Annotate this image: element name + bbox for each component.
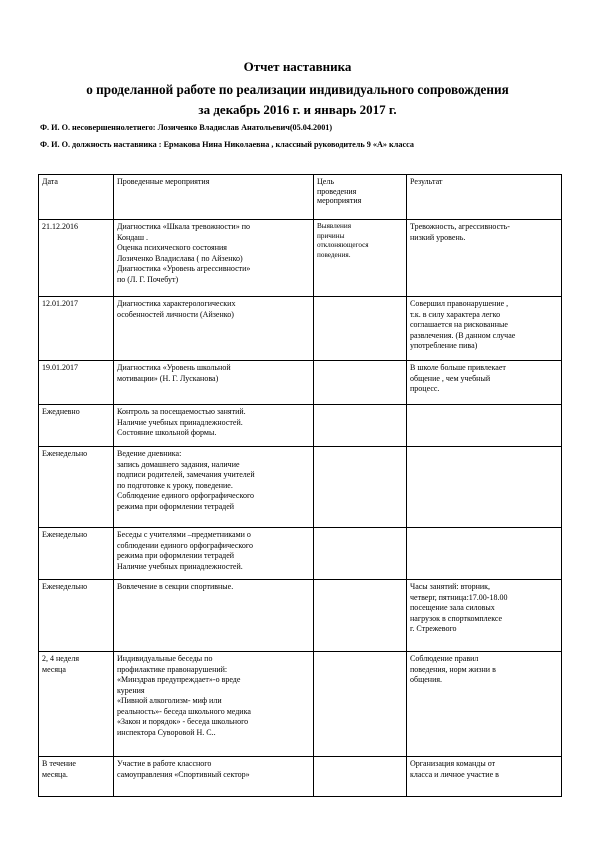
cell-result bbox=[407, 652, 562, 757]
header-result: Результат bbox=[407, 175, 562, 220]
cell-events-line: профилактике правонарушений: bbox=[117, 664, 228, 674]
report-table bbox=[38, 174, 562, 797]
table-row bbox=[39, 757, 562, 797]
cell-goal bbox=[314, 528, 407, 580]
cell-events-line: Наличие учебных принадлежностей. bbox=[117, 561, 243, 571]
cell-date-line: 19.01.2017 bbox=[42, 363, 78, 372]
cell-result bbox=[407, 580, 562, 652]
cell-events bbox=[114, 757, 314, 797]
report-subtitle: о проделанной работе по реализации индивидуального сопровождения bbox=[86, 82, 509, 97]
table-row bbox=[39, 652, 562, 757]
cell-events-line: самоуправления «Спортивный сектор» bbox=[117, 769, 250, 779]
cell-events-line: мотивации» (Н. Г. Лусканова) bbox=[117, 373, 219, 383]
cell-result-line: В школе больше привлекает bbox=[410, 363, 506, 372]
cell-goal bbox=[314, 757, 407, 797]
cell-events-line: «Минздрав предупреждает»-о вреде bbox=[117, 675, 241, 684]
cell-events-line: Лозиченко Владислава ( по Айзенко) bbox=[117, 253, 243, 263]
cell-goal-line: отклоняющегося bbox=[317, 241, 369, 249]
table-row bbox=[39, 405, 562, 447]
cell-events-line: «Закон и порядок» - беседа школьного bbox=[117, 717, 249, 726]
report-period: за декабрь 2016 г. и январь 2017 г. bbox=[198, 102, 397, 117]
report-title: Отчет наставника bbox=[243, 59, 352, 74]
table-row bbox=[39, 447, 562, 528]
cell-events bbox=[114, 652, 314, 757]
header-goal-line: Цель bbox=[317, 177, 334, 186]
cell-goal bbox=[314, 361, 407, 405]
cell-goal-line: поведения. bbox=[317, 250, 351, 259]
cell-result bbox=[407, 405, 562, 447]
cell-events-line: инспектора Суворовой Н. С.. bbox=[117, 727, 216, 737]
header-goal-line: мероприятия bbox=[317, 196, 362, 205]
cell-date-line: Еженедельно bbox=[42, 582, 88, 591]
cell-events-line: Диагностика характерологических bbox=[117, 299, 236, 308]
cell-events bbox=[114, 447, 314, 528]
cell-events-line: режима при оформлении тетрадей bbox=[117, 551, 235, 560]
cell-result-line: общение , чем учебный bbox=[410, 373, 491, 383]
cell-result-line: Соблюдение правил bbox=[410, 654, 479, 663]
cell-result bbox=[407, 220, 562, 297]
cell-result-line: Тревожность, агрессивность- bbox=[410, 222, 510, 231]
cell-result-line: соглашается на рискованные bbox=[410, 320, 508, 329]
cell-date bbox=[39, 528, 114, 580]
cell-result-line: нагрузок в спорткомплексе bbox=[410, 613, 503, 623]
cell-events bbox=[114, 297, 314, 361]
cell-date bbox=[39, 361, 114, 405]
cell-events-line: Кондаш . bbox=[117, 232, 148, 242]
cell-goal bbox=[314, 447, 407, 528]
table-row bbox=[39, 528, 562, 580]
cell-date-line: 2, 4 неделя bbox=[42, 654, 80, 663]
header-goal bbox=[314, 175, 407, 220]
table-header-row bbox=[39, 175, 562, 220]
cell-events-line: Диагностика «Шкала тревожности» по bbox=[117, 222, 250, 231]
cell-result-line: употребление пива) bbox=[410, 341, 478, 350]
cell-events-line: реальность»- беседа школьного медика bbox=[117, 706, 251, 716]
table-row bbox=[39, 580, 562, 652]
cell-result-line: класса и личное участие в bbox=[410, 769, 499, 779]
cell-result bbox=[407, 361, 562, 405]
cell-events-line: Состояние школьной формы. bbox=[117, 428, 217, 437]
table-body bbox=[39, 220, 562, 797]
cell-events-line: «Пивной алкоголизм- миф или bbox=[117, 696, 222, 705]
cell-events-line: режима при оформлении тетрадей bbox=[117, 501, 235, 511]
cell-events-line: соблюдении единого орфографического bbox=[117, 540, 253, 550]
cell-events-line: подписи родителей, замечания учителей bbox=[117, 470, 255, 479]
cell-result-line: общения. bbox=[410, 675, 443, 684]
cell-result-line: четверг, пятница:17.00-18.00 bbox=[410, 592, 508, 602]
cell-goal-line: Выявления bbox=[317, 222, 352, 230]
cell-date bbox=[39, 447, 114, 528]
cell-result-line: посещение зала силовых bbox=[410, 603, 495, 612]
header-goal-line: проведения bbox=[317, 186, 357, 196]
cell-result-line: г. Стрежевого bbox=[410, 624, 457, 633]
header-date: Дата bbox=[39, 175, 114, 220]
cell-events-line: Беседы с учителями –предметниками о bbox=[117, 530, 251, 539]
cell-date-line: 21.12.2016 bbox=[42, 222, 78, 231]
cell-date bbox=[39, 580, 114, 652]
cell-events-line: Оценка психического состояния bbox=[117, 243, 227, 252]
cell-result bbox=[407, 297, 562, 361]
cell-result bbox=[407, 447, 562, 528]
cell-events-line: Вовлечение в секции спортивные. bbox=[117, 582, 234, 591]
cell-result bbox=[407, 528, 562, 580]
cell-goal bbox=[314, 405, 407, 447]
cell-events-line: Наличие учебных принадлежностей. bbox=[117, 417, 243, 427]
cell-events-line: особенностей личности (Айзенко) bbox=[117, 309, 234, 319]
cell-events-line: запись домашнего задания, наличие bbox=[117, 459, 240, 469]
cell-result bbox=[407, 757, 562, 797]
cell-date bbox=[39, 297, 114, 361]
cell-result-line: Часы занятий: вторник, bbox=[410, 582, 491, 591]
cell-events bbox=[114, 405, 314, 447]
cell-goal bbox=[314, 580, 407, 652]
cell-date-line: 12.01.2017 bbox=[42, 299, 78, 308]
cell-events-line: курения bbox=[117, 685, 145, 695]
cell-result-line: т.к. в силу характера легко bbox=[410, 309, 501, 319]
cell-date bbox=[39, 220, 114, 297]
cell-events-line: Соблюдение единого орфографического bbox=[117, 491, 255, 500]
table-row bbox=[39, 220, 562, 297]
cell-events bbox=[114, 528, 314, 580]
cell-events-line: по подготовке к уроку, поведение. bbox=[117, 480, 233, 490]
cell-date bbox=[39, 757, 114, 797]
cell-date-line: Еженедельно bbox=[42, 530, 88, 539]
cell-events-line: Индивидуальные беседы по bbox=[117, 654, 213, 663]
cell-goal bbox=[314, 220, 407, 297]
cell-events-line: Диагностика «Уровень агрессивности» bbox=[117, 264, 251, 273]
cell-date-line: В течение bbox=[42, 759, 76, 768]
cell-result-line: Совершил правонарушение , bbox=[410, 299, 509, 308]
mentor-info: Ф. И. О. должность наставника : Ермакова Нина Николаевна , классный руководитель 9 «А» класса bbox=[40, 140, 414, 149]
table-row bbox=[39, 297, 562, 361]
cell-date-line: Ежедневно bbox=[42, 407, 80, 416]
cell-date-line: Еженедельно bbox=[42, 449, 88, 458]
mentee-info: Ф. И. О. несовершеннолетнего: Лозиченко Владислав Анатольевич(05.04.2001) bbox=[40, 123, 333, 132]
cell-events-line: по (Л. Г. Почебут) bbox=[117, 274, 179, 284]
header-events: Проведенные мероприятия bbox=[114, 175, 314, 220]
cell-goal bbox=[314, 297, 407, 361]
cell-events bbox=[114, 361, 314, 405]
cell-result-line: поведения, норм жизни в bbox=[410, 664, 496, 674]
cell-events-line: Ведение дневника: bbox=[117, 449, 182, 458]
cell-date-line: месяца. bbox=[42, 769, 68, 779]
cell-goal bbox=[314, 652, 407, 757]
cell-date bbox=[39, 652, 114, 757]
cell-date bbox=[39, 405, 114, 447]
cell-result-line: низкий уровень. bbox=[410, 232, 466, 242]
cell-events bbox=[114, 580, 314, 652]
cell-result-line: развлечения. (В данном случае bbox=[410, 330, 516, 340]
cell-result-line: Организация команды от bbox=[410, 759, 496, 768]
cell-events-line: Диагностика «Уровень школьной bbox=[117, 363, 231, 372]
cell-events-line: Участие в работе классного bbox=[117, 759, 212, 768]
table-row bbox=[39, 361, 562, 405]
cell-events bbox=[114, 220, 314, 297]
cell-date-line: месяца bbox=[42, 664, 66, 674]
cell-goal-line: причины bbox=[317, 231, 345, 240]
cell-events-line: Контроль за посещаемостью занятий. bbox=[117, 407, 246, 416]
cell-result-line: процесс. bbox=[410, 384, 440, 393]
